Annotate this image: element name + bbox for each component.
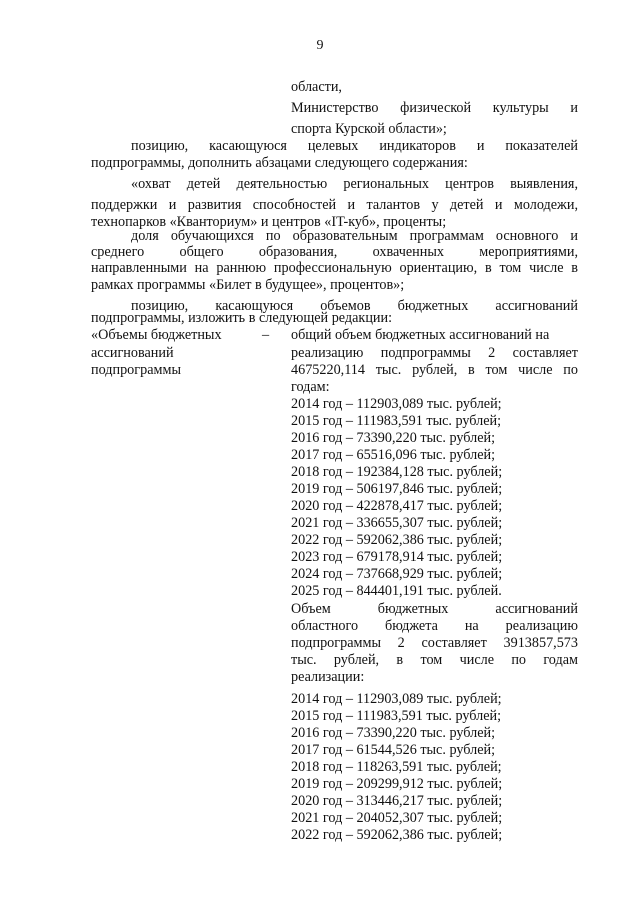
year-value: 679178,914 тыс. рублей; [356,549,503,565]
paragraph3-line3: направленными на раннюю профессиональную ориентацию, в том числе в [91,260,578,276]
paragraph2-line2: поддержки и развития способностей и талантов у детей и молодежи, [91,197,578,213]
paragraph4-line2: подпрограммы, изложить в следующей редакции: [91,310,393,326]
year-label: 2019 год – [291,776,353,792]
year-value: 111983,591 тыс. рублей; [356,708,502,724]
paragraph2-line1: «охват детей деятельностью региональных центров выявления, [131,176,578,192]
budget-label-dash: – [262,327,270,343]
year-value: 336655,307 тыс. рублей; [356,515,503,531]
year-value: 61544,526 тыс. рублей; [356,742,496,758]
paragraph3-line1: доля обучающихся по образовательным программам основного и [131,228,578,244]
year-label: 2016 год – [291,725,353,741]
regional-year-row [291,776,502,793]
year-label: 2017 год – [291,447,353,463]
total-year-row [291,464,502,481]
header-line-3: спорта Курской области»; [291,121,447,137]
total-year-row [291,515,502,532]
year-value: 112903,089 тыс. рублей; [356,691,502,707]
regional-intro-line5: реализации: [291,669,365,685]
year-value: 209299,912 тыс. рублей; [356,776,503,792]
year-label: 2020 год – [291,793,353,809]
year-label: 2025 год – [291,583,353,599]
paragraph3-line4: рамках программы «Билет в будущее», процентов»; [91,277,405,293]
year-value: 112903,089 тыс. рублей; [356,396,502,412]
regional-intro-line3: подпрограммы 2 составляет 3913857,573 [291,635,578,651]
year-label: 2014 год – [291,691,353,707]
total-intro-line3: 4675220,114 тыс. рублей, в том числе по [291,362,578,378]
year-label: 2021 год – [291,810,353,826]
regional-year-row [291,810,502,827]
year-label: 2016 год – [291,430,353,446]
year-value: 313446,217 тыс. рублей; [356,793,503,809]
regional-year-row [291,708,501,725]
regional-year-row [291,793,502,810]
year-value: 192384,128 тыс. рублей; [356,464,503,480]
year-value: 204052,307 тыс. рублей; [356,810,503,826]
year-value: 65516,096 тыс. рублей; [356,447,496,463]
budget-label-line3: подпрограммы [91,362,181,378]
year-label: 2021 год – [291,515,353,531]
regional-year-row [291,827,502,844]
year-label: 2019 год – [291,481,353,497]
year-label: 2024 год – [291,566,353,582]
year-label: 2022 год – [291,827,353,843]
total-intro-line1: общий объем бюджетных ассигнований на [291,327,550,343]
header-line-1: области, [291,79,342,95]
year-value: 737668,929 тыс. рублей; [356,566,503,582]
year-value: 111983,591 тыс. рублей; [356,413,502,429]
year-label: 2014 год – [291,396,353,412]
page-number: 9 [316,38,324,53]
year-value: 592062,386 тыс. рублей; [356,827,503,843]
year-label: 2022 год – [291,532,353,548]
year-label: 2018 год – [291,759,353,775]
year-value: 73390,220 тыс. рублей; [356,430,496,446]
year-value: 592062,386 тыс. рублей; [356,532,503,548]
year-label: 2023 год – [291,549,353,565]
regional-intro-line4: тыс. рублей, в том числе по годам [291,652,578,668]
total-year-row [291,413,501,430]
regional-year-row [291,725,495,742]
paragraph1-line2: подпрограммы, дополнить абзацами следующего содержания: [91,155,468,171]
regional-year-row [291,691,502,708]
total-year-row [291,566,502,583]
total-year-row [291,447,495,464]
total-year-row [291,481,502,498]
paragraph2-line3: технопарков «Кванториум» и центров «IT-куб», проценты; [91,214,447,230]
year-value: 844401,191 тыс. рублей. [356,583,502,599]
paragraph4-line1: позицию, касающуюся объемов бюджетных ассигнований [131,298,578,314]
year-value: 422878,417 тыс. рублей; [356,498,503,514]
year-label: 2018 год – [291,464,353,480]
total-intro-line4: годам: [291,379,330,395]
year-value: 506197,846 тыс. рублей; [356,481,503,497]
regional-intro-line2: областного бюджета на реализацию [291,618,578,634]
total-year-row [291,549,502,566]
year-label: 2020 год – [291,498,353,514]
regional-year-row [291,742,495,759]
regional-year-row [291,759,502,776]
total-year-row [291,583,502,600]
year-label: 2015 год – [291,708,353,724]
total-year-row [291,498,502,515]
regional-intro-line1: Объем бюджетных ассигнований [291,601,578,617]
total-year-row [291,430,495,447]
paragraph1-line1: позицию, касающуюся целевых индикаторов и показателей [131,138,578,154]
header-line-2: Министерство физической культуры и [291,100,578,116]
budget-label-line2: ассигнований [91,345,174,361]
budget-label-line1: «Объемы бюджетных [91,327,222,343]
total-year-row [291,396,502,413]
year-value: 73390,220 тыс. рублей; [356,725,496,741]
total-year-row [291,532,502,549]
total-intro-line2: реализацию подпрограммы 2 составляет [291,345,578,361]
year-value: 118263,591 тыс. рублей; [356,759,502,775]
year-label: 2017 год – [291,742,353,758]
paragraph3-line2: среднего общего образования, охваченных мероприятиями, [91,244,578,260]
year-label: 2015 год – [291,413,353,429]
